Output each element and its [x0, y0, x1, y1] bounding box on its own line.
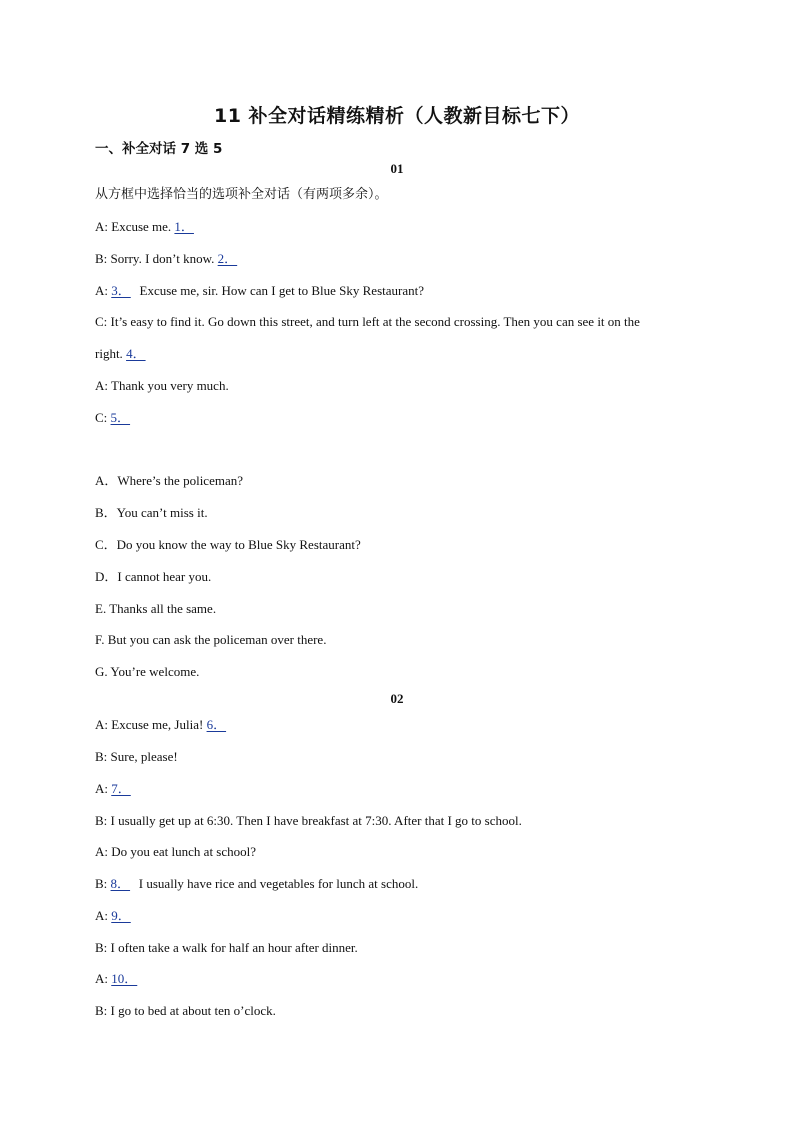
answer-blank-2[interactable]: 2． [217, 251, 238, 266]
dialogue-line: B: I usually get up at 6:30. Then I have breakfast at 7:30. After that I go to school. [95, 813, 522, 828]
answer-blank-9[interactable]: 9． [111, 908, 131, 923]
answer-blank-3[interactable]: 3． [111, 283, 131, 298]
dialogue-line: A: Do you eat lunch at school? [95, 844, 257, 859]
answer-blank-5[interactable]: 5． [110, 410, 131, 425]
option-item: B．You can’t miss it. [95, 505, 208, 520]
answer-blank-4[interactable]: 4． [126, 346, 146, 361]
answer-blank-10[interactable]: 10． [111, 971, 138, 986]
option-item: G. You’re welcome. [95, 664, 200, 679]
dialogue-line: right. 4． [95, 345, 695, 363]
dialogue-line: B: I go to bed at about ten o’clock. [95, 1003, 276, 1018]
answer-blank-1[interactable]: 1． [174, 219, 194, 234]
dialogue-line: B: Sure, please! [95, 749, 178, 764]
section-heading: 一、补全对话 7 选 5 [95, 141, 223, 157]
option-item: D．I cannot hear you. [95, 569, 212, 584]
page-title: 11 补全对话精练精析（人教新目标七下） [213, 105, 581, 127]
dialogue-line: C: 5． [95, 409, 695, 427]
dialogue-line: B: Sorry. I don’t know. 2． [95, 250, 695, 268]
dialogue-line: A: 10． [95, 970, 695, 988]
dialogue-line: A: 7． [95, 780, 695, 798]
dialogue-line: A: 3． Excuse me, sir. How can I get to Blue Sky Restaurant? [95, 283, 424, 298]
dialogue-line: C: It’s easy to find it. Go down this street, and turn left at the second crossing. Then you can see it on the [95, 314, 640, 329]
dialogue-line: B: 8． I usually have rice and vegetables for lunch at school. [95, 876, 419, 891]
answer-blank-6[interactable]: 6． [206, 717, 227, 732]
instruction-text: 从方框中选择恰当的选项补全对话（有两项多余）。 [95, 187, 388, 202]
part-number-01: 01 [390, 161, 404, 176]
option-item: E. Thanks all the same. [95, 601, 217, 616]
dialogue-line: B: I often take a walk for half an hour after dinner. [95, 940, 358, 955]
answer-blank-7[interactable]: 7． [111, 781, 131, 796]
option-item: A．Where’s the policeman? [95, 473, 243, 488]
answer-blank-8[interactable]: 8． [110, 876, 131, 891]
option-item: C．Do you know the way to Blue Sky Restaurant? [95, 537, 361, 552]
option-item: F. But you can ask the policeman over there. [95, 632, 327, 647]
dialogue-line: A: Excuse me. 1． [95, 218, 695, 236]
dialogue-line: A: Excuse me, Julia! 6． [95, 716, 695, 734]
dialogue-line: A: Thank you very much. [95, 378, 229, 393]
dialogue-line: A: 9． [95, 907, 695, 925]
part-number-02: 02 [390, 691, 404, 706]
